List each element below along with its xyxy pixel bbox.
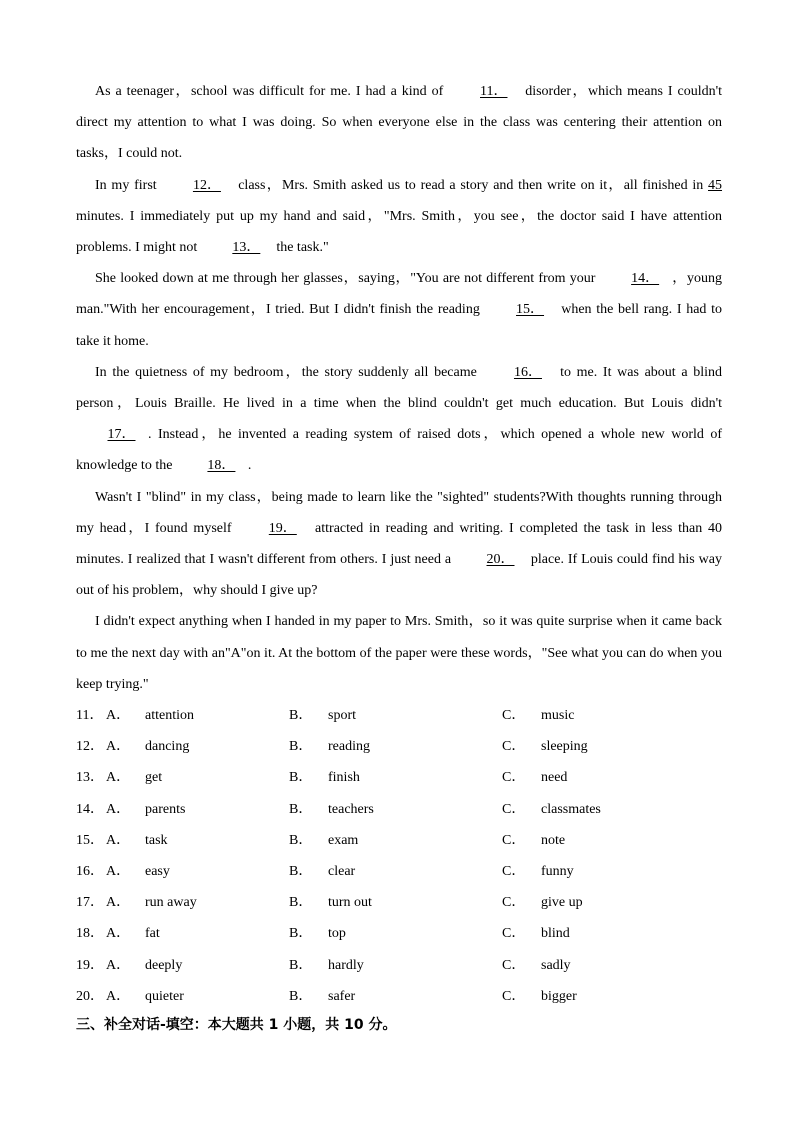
question-number: 11． — [76, 708, 104, 723]
passage-text: . — [247, 458, 252, 474]
passage-text: when the bell rang. I had to take it home. — [76, 302, 722, 349]
passage-paragraph — [76, 606, 722, 700]
option-letter-a: A． — [106, 863, 131, 879]
option-b: exam — [328, 832, 359, 848]
blank-17: 17． — [107, 427, 136, 443]
blank-14: 14． — [631, 271, 660, 287]
option-letter-c: C． — [502, 957, 526, 973]
option-letter-b: B． — [289, 895, 313, 911]
option-a: run away — [145, 895, 197, 911]
passage-paragraph — [76, 263, 722, 357]
cloze-passage — [76, 76, 722, 700]
option-a: easy — [145, 863, 170, 879]
blank-16: 16． — [513, 364, 542, 380]
passage-paragraph — [76, 76, 722, 170]
option-letter-c: C． — [502, 832, 526, 848]
question-number: 16． — [76, 863, 104, 879]
passage-text: class，Mrs. Smith asked us to read a story and then write on it，all finished in — [233, 177, 709, 193]
question-number: 18． — [76, 926, 104, 942]
option-letter-b: B． — [289, 863, 313, 879]
option-letter-b: B． — [289, 988, 313, 1004]
passage-text: ，young man."With her encouragement，I tried. But I didn't finish the reading — [76, 271, 722, 318]
option-letter-c: C． — [502, 926, 526, 942]
passage-text: I didn't expect anything when I handed in my paper to Mrs. Smith，so it was quite surprise when it came back to me the next day with an"A"on it. At the bottom of the paper were these words，"See what you can do when you keep trying." — [76, 614, 722, 692]
option-letter-c: C． — [502, 770, 526, 786]
option-letter-a: A． — [106, 832, 131, 848]
passage-text: . Instead，he invented a reading system of raised dots，which opened a whole new world of knowledge to the — [76, 427, 722, 474]
options-list — [76, 700, 716, 1012]
blank-20: 20． — [486, 552, 515, 568]
blank-18: 18． — [207, 458, 236, 474]
option-c: bigger — [541, 988, 577, 1004]
option-letter-a: A． — [106, 770, 131, 786]
option-letter-b: B． — [289, 801, 313, 817]
option-letter-a: A． — [106, 926, 131, 942]
option-row — [76, 825, 716, 856]
passage-text: In the quietness of my bedroom，the story suddenly all became — [95, 364, 483, 380]
option-letter-a: A． — [106, 895, 131, 911]
option-letter-c: C． — [502, 708, 526, 723]
passage-paragraph — [76, 482, 722, 607]
option-c: sleeping — [541, 739, 588, 755]
option-row — [76, 762, 716, 793]
question-number: 14． — [76, 801, 104, 817]
option-c: music — [541, 708, 575, 723]
option-letter-b: B． — [289, 739, 313, 755]
passage-text: disorder，which means I couldn't direct my attention to what I was doing. So when everyone else in the class was centering their attention on tasks，I could not. — [76, 84, 722, 162]
option-row — [76, 918, 716, 949]
option-row — [76, 731, 716, 762]
option-a: get — [145, 770, 163, 786]
option-letter-a: A． — [106, 801, 131, 817]
passage-text: As a teenager，school was difficult for me. I had a kind of — [95, 84, 449, 99]
option-letter-b: B． — [289, 708, 313, 723]
option-a: dancing — [145, 739, 190, 755]
passage-text: minutes. I immediately put up my hand and said，"Mrs. Smith，you see，the doctor said I have attention problems. I might not — [76, 208, 722, 256]
option-row — [76, 950, 716, 981]
option-b: teachers — [328, 801, 374, 817]
passage-paragraph — [76, 357, 722, 482]
question-number: 20． — [76, 988, 104, 1004]
option-a: task — [145, 832, 168, 848]
blank-13: 13． — [232, 240, 261, 256]
option-b: finish — [328, 770, 360, 786]
option-letter-c: C． — [502, 988, 526, 1004]
option-letter-a: A． — [106, 988, 131, 1004]
option-b: top — [328, 926, 346, 942]
blank-19: 19． — [268, 520, 297, 536]
option-row — [76, 856, 716, 887]
option-b: hardly — [328, 957, 364, 973]
option-b: sport — [328, 708, 356, 723]
option-a: attention — [145, 708, 194, 723]
option-a: parents — [145, 801, 186, 817]
passage-text: place. If Louis could find his way out of his problem，why should I give up? — [76, 552, 723, 599]
option-b: turn out — [328, 895, 372, 911]
passage-text: She looked down at me through her glasses，saying，"You are not different from your — [95, 271, 600, 287]
question-number: 13． — [76, 770, 104, 786]
blank-12: 12． — [192, 177, 221, 193]
option-row — [76, 794, 716, 825]
section-heading: 三、补全对话-填空：本大题共 1 小题，共 10 分。 — [76, 1017, 397, 1033]
passage-text: In my first — [95, 177, 162, 193]
passage-text: attracted in reading and writing. I completed the task in less than 40 minutes. I realized that I wasn't different from others. I just need a — [76, 520, 722, 568]
question-number: 12． — [76, 739, 104, 755]
question-number: 15． — [76, 832, 104, 848]
option-letter-a: A． — [106, 957, 131, 973]
option-letter-c: C． — [502, 895, 526, 911]
option-c: sadly — [541, 957, 571, 973]
option-letter-a: A． — [106, 708, 131, 723]
blank-11: 11． — [480, 84, 508, 99]
passage-text: to me. It was about a blind person，Louis Braille. He lived in a time when the blind couldn't get much education. But Louis didn't — [76, 364, 722, 412]
passage-text: the task." — [272, 240, 329, 256]
blank-15: 15． — [516, 302, 545, 318]
option-letter-b: B． — [289, 832, 313, 848]
passage-text: Wasn't I "blind" in my class，being made to learn like the "sighted" students?With thoughts running through my head，I found myself — [76, 489, 722, 536]
option-row — [76, 981, 716, 1012]
option-b: safer — [328, 988, 356, 1004]
option-letter-a: A． — [106, 739, 131, 755]
underlined-number: 45 — [708, 177, 723, 193]
option-row — [76, 700, 716, 731]
option-letter-b: B． — [289, 926, 313, 942]
option-a: quieter — [145, 988, 184, 1004]
option-letter-b: B． — [289, 770, 313, 786]
option-row — [76, 887, 716, 918]
option-c: classmates — [541, 801, 601, 817]
option-c: need — [541, 770, 568, 786]
option-c: give up — [541, 895, 583, 911]
question-number: 19． — [76, 957, 104, 973]
option-letter-c: C． — [502, 739, 526, 755]
option-a: deeply — [145, 957, 183, 973]
option-b: reading — [328, 739, 370, 755]
option-letter-b: B． — [289, 957, 313, 973]
option-c: blind — [541, 926, 570, 942]
question-number: 17． — [76, 895, 104, 911]
option-c: funny — [541, 863, 574, 879]
option-c: note — [541, 832, 566, 848]
passage-paragraph — [76, 170, 722, 264]
option-letter-c: C． — [502, 801, 526, 817]
option-b: clear — [328, 863, 356, 879]
option-a: fat — [145, 926, 160, 942]
option-letter-c: C． — [502, 863, 526, 879]
